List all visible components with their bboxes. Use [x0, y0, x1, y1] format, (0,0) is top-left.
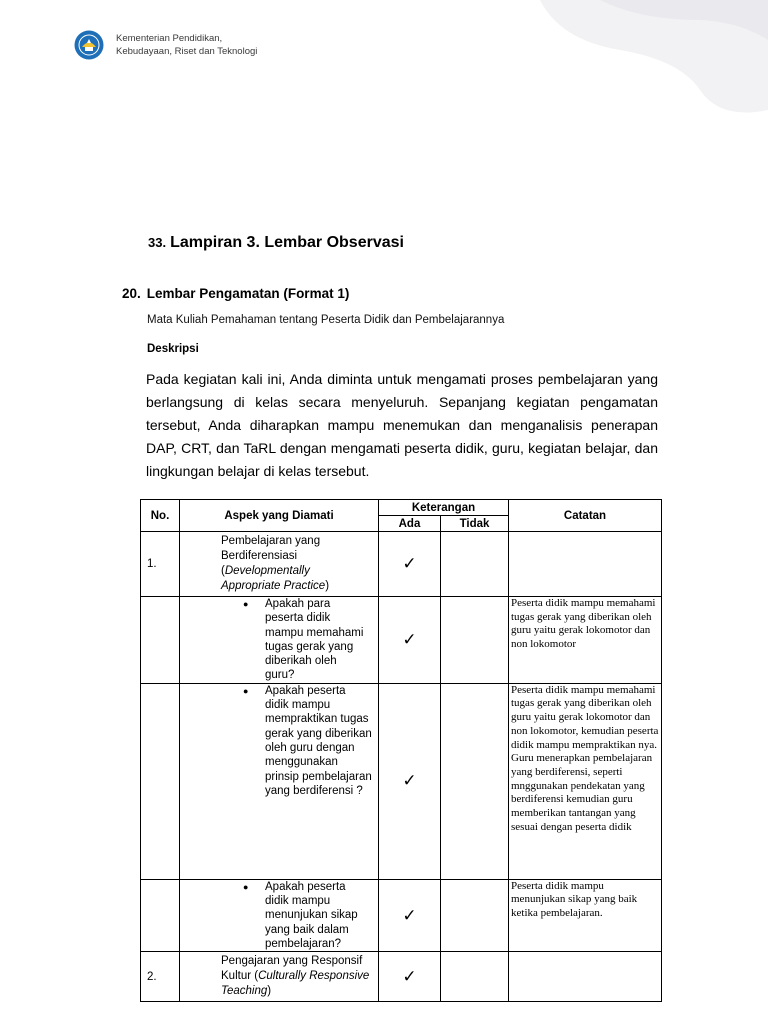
tidak-cell	[441, 532, 509, 597]
header-catatan: Catatan	[509, 500, 662, 532]
subsection-number: 20.	[122, 286, 141, 301]
note-cell: Peserta didik mampu menunjukan sikap yang baik ketika pembelajaran.	[509, 879, 662, 951]
bullet-icon: ●	[243, 881, 249, 892]
aspect-text: Pengajaran yang Responsif Kultur (	[221, 955, 363, 983]
section-title: Lampiran 3. Lembar Observasi	[170, 234, 404, 251]
aspect-close: )	[325, 580, 330, 592]
ada-check-icon: ✓	[379, 952, 441, 1002]
section-heading	[148, 234, 404, 252]
aspect-text: Apakah peserta didik mampu menunjukan sikap yang baik dalam pembelajaran?	[265, 880, 358, 950]
tidak-cell	[441, 597, 509, 684]
table-row	[141, 532, 662, 597]
subsection-title: Lembar Pengamatan (Format 1)	[146, 286, 350, 301]
tidak-cell	[441, 879, 509, 951]
subsection-heading	[122, 286, 349, 301]
aspect-cell	[180, 532, 379, 597]
aspect-text: Pembelajaran yang Berdiferensiasi (	[221, 535, 321, 577]
ministry-line-1: Kementerian Pendidikan,	[116, 33, 223, 44]
row-number	[141, 683, 180, 879]
aspect-cell	[180, 879, 379, 951]
section-number: 33.	[148, 235, 167, 250]
observation-table	[140, 499, 662, 1002]
ada-check-icon: ✓	[379, 532, 441, 597]
row-number: 2.	[141, 952, 180, 1002]
aspect-text: Apakah peserta didik mampu mempraktikan tugas gerak yang diberikan oleh guru dengan menggunakan prinsip pembelajaran yang berdiferensi ?	[265, 684, 372, 797]
tidak-cell	[441, 952, 509, 1002]
row-number	[141, 597, 180, 684]
aspect-english-term: Developmentally Appropriate Practice	[221, 565, 326, 592]
course-name: Mata Kuliah Pemahaman tentang Peserta Didik dan Pembelajarannya	[147, 314, 505, 326]
header-keterangan: Keterangan	[379, 500, 509, 516]
note-cell: Peserta didik mampu memahami tugas gerak yang diberikan oleh guru yaitu gerak lokomotor dan non lokomotor, kemudian peserta didik mampu mempraktikan nya. Guru menerapkan pembelajaran yang berdiferensi, seperti mnggunakan pendekatan yang berdiferensi kemudian guru memberikan tantangan yang sesuai dengan peserta didik	[509, 683, 662, 879]
ada-check-icon: ✓	[379, 597, 441, 684]
note-cell	[509, 952, 662, 1002]
description-paragraph: Pada kegiatan kali ini, Anda diminta untuk mengamati proses pembelajaran yang berlangsung di kelas secara menyeluruh. Sepanjang kegiatan pengamatan tersebut, Anda diharapkan mampu menemukan dan menganalisis penerapan DAP, CRT, dan TaRL dengan mengamati peserta didik, guru, kegiatan belajar, dan lingkungan belajar di kelas tersebut.	[146, 371, 658, 479]
ministry-name	[116, 32, 257, 58]
note-cell: Peserta didik mampu memahami tugas gerak yang diberikan oleh guru yaitu gerak lokomotor dan non lokomotor	[509, 597, 662, 684]
tidak-cell	[441, 683, 509, 879]
header-ada: Ada	[379, 516, 441, 532]
table-row	[141, 952, 662, 1002]
note-cell	[509, 532, 662, 597]
table-row	[141, 879, 662, 951]
table-row	[141, 597, 662, 684]
aspect-cell	[180, 597, 379, 684]
header-decoration	[0, 0, 768, 130]
table-row	[141, 683, 662, 879]
description-heading: Deskripsi	[147, 343, 199, 355]
bullet-icon: ●	[243, 685, 249, 696]
row-number: 1.	[141, 532, 180, 597]
tut-wuri-handayani-emblem-icon	[74, 30, 104, 60]
ministry-logo	[74, 30, 257, 60]
header-tidak: Tidak	[441, 516, 509, 532]
aspect-close: )	[267, 985, 272, 998]
aspect-cell	[180, 683, 379, 879]
bullet-icon: ●	[243, 599, 249, 609]
aspect-cell	[180, 952, 379, 1002]
header-aspect: Aspek yang Diamati	[180, 500, 379, 532]
aspect-english-term: Culturally Responsive Teaching	[221, 970, 370, 998]
ada-check-icon: ✓	[379, 683, 441, 879]
aspect-text: Apakah para peserta didik mampu memahami tugas gerak yang diberikah oleh guru?	[265, 598, 364, 682]
ada-check-icon: ✓	[379, 879, 441, 951]
ministry-line-2: Kebudayaan, Riset dan Teknologi	[116, 46, 258, 57]
header-no: No.	[141, 500, 180, 532]
row-number	[141, 879, 180, 951]
